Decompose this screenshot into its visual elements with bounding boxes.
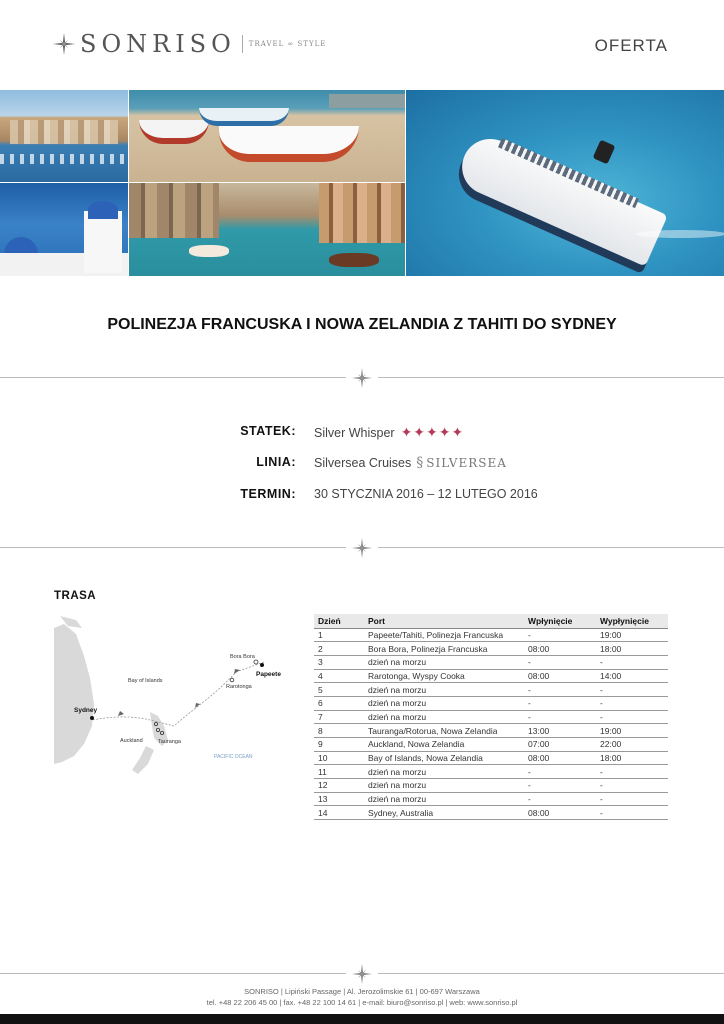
- cell-departure: -: [596, 683, 668, 697]
- cell-port: dzień na morzu: [364, 792, 524, 806]
- logo-text: SONRISO: [80, 30, 236, 58]
- silversea-logo: [416, 455, 507, 471]
- cell-port: Bora Bora, Polinezja Francuska: [364, 642, 524, 656]
- cell-arrival: 08:00: [524, 669, 596, 683]
- table-row: [314, 765, 668, 779]
- cell-port: Papeete/Tahiti, Polinezja Francuska: [364, 628, 524, 642]
- itinerary-table: [314, 614, 668, 820]
- cell-port: dzień na morzu: [364, 765, 524, 779]
- cell-port: Sydney, Australia: [364, 806, 524, 820]
- divider: [0, 538, 724, 558]
- cell-arrival: -: [524, 683, 596, 697]
- port-sydney: [90, 716, 94, 720]
- cell-departure: -: [596, 779, 668, 793]
- ship-value-group: [314, 424, 464, 441]
- map-label-auckland: Auckland: [120, 738, 143, 744]
- cell-day: 3: [314, 655, 364, 669]
- cell-arrival: -: [524, 779, 596, 793]
- line-value-group: [314, 455, 507, 471]
- cell-arrival: 08:00: [524, 806, 596, 820]
- table-row: [314, 669, 668, 683]
- cell-port: Bay of Islands, Nowa Zelandia: [364, 751, 524, 765]
- cell-departure: 18:00: [596, 642, 668, 656]
- route-heading: TRASA: [54, 590, 97, 602]
- cell-departure: -: [596, 765, 668, 779]
- cell-day: 13: [314, 792, 364, 806]
- table-header-row: [314, 614, 668, 628]
- cell-port: dzień na morzu: [364, 683, 524, 697]
- line-label: LINIA:: [256, 455, 296, 469]
- table-row: [314, 779, 668, 793]
- info-ship-row: [0, 424, 724, 444]
- cell-day: 1: [314, 628, 364, 642]
- col-header-arrival: Wpłynięcie: [524, 614, 596, 628]
- cell-day: 10: [314, 751, 364, 765]
- footer-divider: [0, 964, 724, 984]
- cell-departure: -: [596, 792, 668, 806]
- australia-landmass: [54, 624, 94, 764]
- cell-departure: 19:00: [596, 724, 668, 738]
- cell-arrival: -: [524, 696, 596, 710]
- compass-star-icon: [352, 368, 372, 388]
- cell-arrival: -: [524, 765, 596, 779]
- table-row: [314, 724, 668, 738]
- cell-arrival: -: [524, 655, 596, 669]
- line-name: Silversea Cruises: [314, 456, 412, 470]
- route-map: [54, 616, 302, 776]
- cell-day: 9: [314, 738, 364, 752]
- cell-departure: -: [596, 806, 668, 820]
- compass-star-icon: [352, 538, 372, 558]
- divider: [0, 368, 724, 388]
- map-label-pacific: PACIFIC OCEAN: [214, 754, 253, 760]
- cell-port: Tauranga/Rotorua, Nowa Zelandia: [364, 724, 524, 738]
- cell-departure: -: [596, 655, 668, 669]
- photo-santorini: [0, 183, 128, 276]
- table-row: [314, 655, 668, 669]
- cell-departure: 14:00: [596, 669, 668, 683]
- silversea-logo-text: SILVERSEA: [426, 456, 507, 470]
- cell-port: dzień na morzu: [364, 779, 524, 793]
- table-row: [314, 792, 668, 806]
- cell-day: 4: [314, 669, 364, 683]
- logo-tagline: TRAVEL ∞ STYLE: [248, 40, 327, 48]
- cell-port: dzień na morzu: [364, 696, 524, 710]
- map-label-papeete: Papeete: [256, 671, 281, 678]
- cell-arrival: 07:00: [524, 738, 596, 752]
- map-label-sydney: Sydney: [74, 707, 98, 714]
- cell-day: 11: [314, 765, 364, 779]
- cell-port: Auckland, Nowa Zelandia: [364, 738, 524, 752]
- ship-label: STATEK:: [240, 424, 296, 438]
- cell-day: 6: [314, 696, 364, 710]
- cell-day: 7: [314, 710, 364, 724]
- table-row: [314, 683, 668, 697]
- cell-day: 2: [314, 642, 364, 656]
- footer-contact: tel. +48 22 206 45 00 | fax. +48 22 100 14 61 | e-mail: biuro@sonriso.pl | web: www.sonriso.pl: [206, 998, 518, 1007]
- cell-departure: 19:00: [596, 628, 668, 642]
- cell-departure: -: [596, 696, 668, 710]
- port-bora-bora: [254, 660, 258, 664]
- silversea-mark-icon: §: [416, 455, 425, 471]
- info-term-row: [0, 487, 724, 507]
- photo-cruise-ship: [406, 90, 724, 276]
- cell-arrival: 08:00: [524, 642, 596, 656]
- route-line: [92, 662, 264, 726]
- map-label-bora-bora: Bora Bora: [230, 654, 255, 660]
- col-header-departure: Wypłynięcie: [596, 614, 668, 628]
- term-value: 30 STYCZNIA 2016 – 12 LUTEGO 2016: [314, 487, 538, 501]
- col-header-day: Dzień: [314, 614, 364, 628]
- cell-day: 12: [314, 779, 364, 793]
- cell-arrival: -: [524, 792, 596, 806]
- cell-day: 8: [314, 724, 364, 738]
- new-zealand-south: [132, 746, 154, 774]
- col-header-port: Port: [364, 614, 524, 628]
- port-papeete: [260, 663, 264, 667]
- cell-arrival: 08:00: [524, 751, 596, 765]
- rating-stars: ✦✦✦✦✦: [400, 424, 465, 440]
- table-row: [314, 628, 668, 642]
- cruise-title: POLINEZJA FRANCUSKA I NOWA ZELANDIA Z TAHITI DO SYDNEY: [107, 316, 617, 333]
- footer-address: SONRISO | Lipiński Passage | Al. Jerozolimskie 61 | 00-697 Warszawa: [244, 987, 480, 996]
- header: [0, 0, 724, 90]
- photo-boats-beach: [129, 90, 405, 182]
- sonriso-logo: [52, 30, 326, 58]
- table-row: [314, 710, 668, 724]
- compass-star-icon: [52, 32, 76, 56]
- cell-departure: 22:00: [596, 738, 668, 752]
- cell-arrival: -: [524, 710, 596, 724]
- map-label-tauranga: Tauranga: [158, 739, 181, 745]
- cell-port: dzień na morzu: [364, 710, 524, 724]
- offer-label: OFERTA: [594, 36, 668, 55]
- logo-separator: [242, 35, 243, 53]
- compass-star-icon: [352, 964, 372, 984]
- cell-day: 5: [314, 683, 364, 697]
- table-row: [314, 642, 668, 656]
- photo-banner: [0, 90, 724, 276]
- footer: [0, 986, 724, 1008]
- photo-harbor: [0, 90, 128, 182]
- term-label: TERMIN:: [240, 487, 296, 501]
- table-row: [314, 738, 668, 752]
- cell-day: 14: [314, 806, 364, 820]
- cell-departure: 18:00: [596, 751, 668, 765]
- cell-port: Rarotonga, Wyspy Cooka: [364, 669, 524, 683]
- photo-venice-canal: [129, 183, 405, 276]
- port-rarotonga: [230, 678, 234, 682]
- map-label-bay-of-islands: Bay of Islands: [128, 678, 163, 684]
- table-row: [314, 696, 668, 710]
- table-row: [314, 751, 668, 765]
- cell-arrival: -: [524, 628, 596, 642]
- info-line-row: [0, 455, 724, 475]
- cell-departure: -: [596, 710, 668, 724]
- cell-port: dzień na morzu: [364, 655, 524, 669]
- map-label-rarotonga: Rarotonga: [226, 684, 252, 690]
- cell-arrival: 13:00: [524, 724, 596, 738]
- bottom-bar: [0, 1014, 724, 1024]
- ship-name: Silver Whisper: [314, 425, 395, 440]
- table-row: [314, 806, 668, 820]
